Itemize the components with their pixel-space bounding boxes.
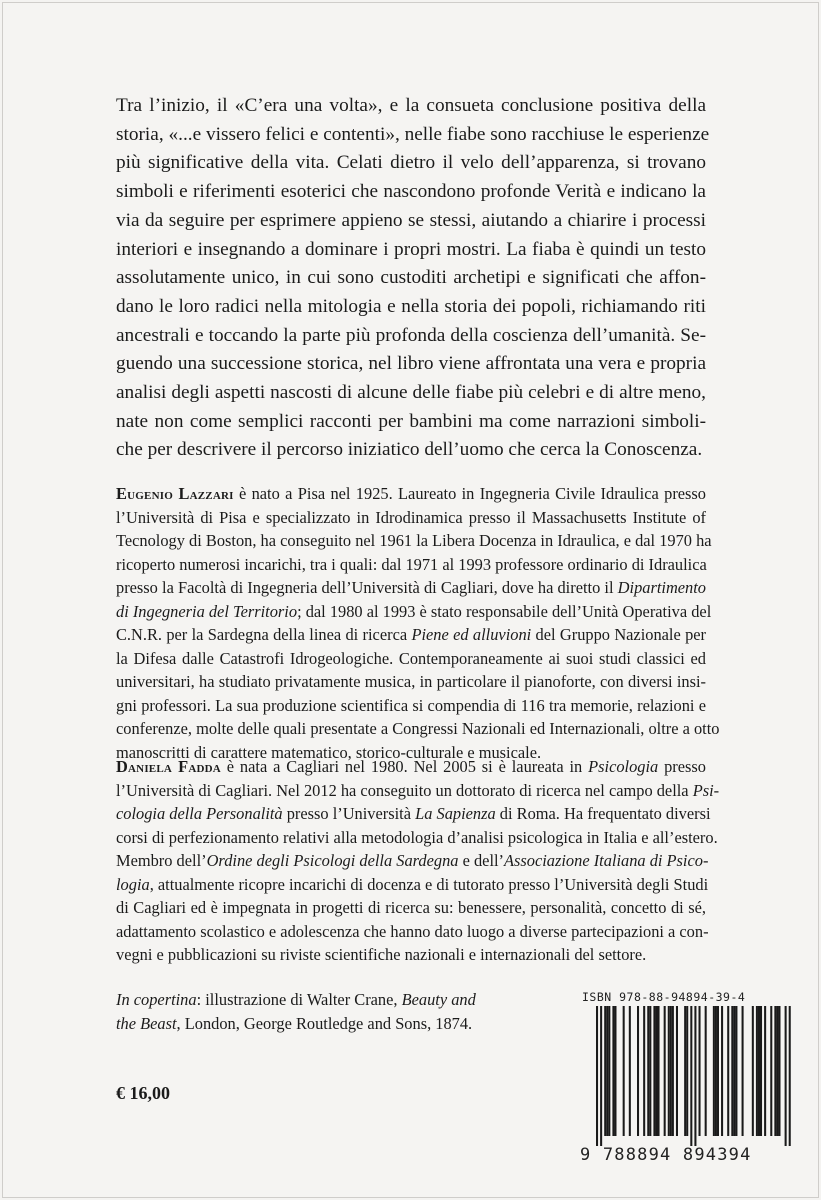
barcode-bar xyxy=(760,1006,762,1136)
barcode-bar xyxy=(649,1006,651,1136)
barcode-bar xyxy=(668,1006,670,1136)
barcode-bar xyxy=(727,1006,729,1136)
barcode-bar xyxy=(758,1006,760,1136)
barcode-bar xyxy=(778,1006,780,1136)
barcode-bar xyxy=(735,1006,737,1136)
barcode-bar xyxy=(733,1006,735,1136)
barcode-bar xyxy=(717,1006,719,1136)
blurb-paragraph xyxy=(116,92,710,465)
barcode-bar xyxy=(789,1006,791,1146)
barcode-bar xyxy=(705,1006,707,1136)
barcode-bar xyxy=(785,1006,787,1146)
author-name: Eugenio Lazzari xyxy=(116,484,234,503)
barcode-bar xyxy=(690,1006,692,1146)
price-label: € 16,00 xyxy=(116,1083,170,1103)
barcode-bar xyxy=(670,1006,672,1136)
barcode-bar xyxy=(764,1006,766,1136)
barcode-bar xyxy=(774,1006,776,1136)
blurb-line: via da seguire per esprimere appieno se stessi, aiutando a chiarire i processi xyxy=(116,209,706,231)
barcode-bar xyxy=(676,1006,678,1136)
author-bio-lazzari: Eugenio Lazzari è nato a Pisa nel 1925. Laureato in Ingegneria Civile Idraulica presso l’Università di Pisa e specializzato in Idrodinamica presso il Massachusetts Institute of Tecnology di Boston, ha conseguito nel 1961 la Libera Docenza in Idraulica, e dal 1970 ha ricoperto numerosi incarichi, tra i quali: dal 1971 al 1993 professore ordinario di Idraulica presso la Facoltà di Ingegneria dell’Università di Cagliari, dove ha diretto il Dipartimento di Ingegneria del Territorio; dal 1980 al 1993 è stato responsabile dell’Unità Operativa del C.N.R. per la Sardegna della linea di ricerca Piene ed alluvioni del Gruppo Nazionale per la Difesa dalle Catastrofi Idrogeologiche. Contemporaneamente ai suoi studi classici ed universitari, ha studiato privatamente musica, in particolare il pianoforte, con diversi insi- gni professori. La sua produzione scientifica si compendia di 116 tra memorie, relazioni e conferenze, molte delle quali presentate a Congressi Nazionali ed Internazionali, oltre a otto manoscritti di carattere matematico, storico-culturale e musicale. xyxy=(116,484,720,762)
blurb-line: analisi degli aspetti nascosti di alcune delle fiabe più celebri e di altre meno, xyxy=(116,382,706,404)
isbn-label: ISBN 978-88-94894-39-4 xyxy=(582,990,746,1004)
barcode-bar xyxy=(629,1006,631,1136)
barcode-bar xyxy=(608,1006,610,1136)
barcode-bar xyxy=(742,1006,744,1136)
blurb-line: storia, «...e vissero felici e contenti», nelle fiabe sono racchiuse le esperienze xyxy=(116,123,710,145)
barcode-bar xyxy=(653,1006,655,1136)
barcode-bar xyxy=(596,1006,598,1146)
barcode-bar xyxy=(637,1006,639,1136)
blurb-line: più significative della vita. Celati dietro il velo dell’apparenza, si trovano xyxy=(116,152,706,174)
barcode-bar xyxy=(776,1006,778,1136)
isbn-barcode xyxy=(580,990,808,1168)
barcode-bar xyxy=(686,1006,688,1136)
barcode-bar xyxy=(699,1006,701,1136)
blurb-line: dano le loro radici nella mitologia e nella storia dei popoli, richiamando riti xyxy=(116,295,706,317)
blurb-line: interiori e insegnando a dominare i propri mostri. La fiaba è quindi un testo xyxy=(116,238,706,260)
barcode-bar xyxy=(612,1006,614,1136)
blurb-line: simboli e riferimenti esoterici che nascondono profonde Verità e indicano la xyxy=(116,181,706,203)
barcode-bar xyxy=(664,1006,666,1136)
barcode-bar xyxy=(647,1006,649,1136)
cover-credit: In copertina: illustrazione di Walter Crane, Beauty and the Beast, London, George Routledge and Sons, 1874. xyxy=(116,990,476,1033)
barcode-bar xyxy=(643,1006,645,1136)
barcode-bar xyxy=(713,1006,715,1136)
barcode-bar xyxy=(770,1006,772,1136)
blurb-line: ancestrali e toccando la parte più profonda della coscienza dell’umanità. Se- xyxy=(116,324,706,346)
author-name: Daniela Fadda xyxy=(116,757,221,776)
barcode-bar xyxy=(658,1006,660,1136)
barcode-bar xyxy=(604,1006,606,1136)
author-bio-fadda: Daniela Fadda è nata a Cagliari nel 1980. Nel 2005 si è laureata in Psicologia presso l’Università di Cagliari. Nel 2012 ha conseguito un dottorato di ricerca nel campo della Psi- cologia della Personalità presso l’Università La Sapienza di Roma. Ha frequentato diversi corsi di perfezionamento relativi alla metodologia d’analisi psicologica in Italia e all’estero. Membro dell’Ordine degli Psicologi della Sardegna e dell’Associazione Italiana di Psico- logia, attualmente ricopre incarichi di docenza e di tutorato presso l’Università degli Studi di Cagliari ed è impegnata in progetti di ricerca su: benessere, personalità, concetto di sé, adattamento scolastico e adolescenza che hanno dato luogo a diverse partecipazioni a con- vegni e pubblicazioni su riviste scientifiche nazionali e internazionali del settore. xyxy=(116,757,720,964)
barcode-bar xyxy=(721,1006,723,1136)
blurb-line: che per descrivere il percorso iniziatico dell’uomo che cerca la Conoscenza. xyxy=(116,439,703,461)
blurb-line: guendo una successione storica, nel libro viene affrontata una vera e propria xyxy=(116,353,706,375)
barcode-bar xyxy=(600,1006,602,1146)
barcode-bar xyxy=(684,1006,686,1136)
barcode-bar xyxy=(731,1006,733,1136)
barcode-icon xyxy=(580,1006,808,1146)
blurb-line: nate non come semplici racconti per bambini ma come narrazioni simboli- xyxy=(116,410,706,432)
blurb-line: Tra l’inizio, il «C’era una volta», e la consueta conclusione positiva della xyxy=(116,95,706,116)
barcode-bar xyxy=(606,1006,608,1136)
barcode-bar xyxy=(672,1006,674,1136)
barcode-bar xyxy=(694,1006,696,1146)
barcode-bar xyxy=(715,1006,717,1136)
barcode-bar xyxy=(752,1006,754,1136)
blurb-line: assolutamente unico, in cui sono custoditi archetipi e significati che affon- xyxy=(116,267,706,289)
barcode-bar xyxy=(623,1006,625,1136)
barcode-bar xyxy=(655,1006,657,1136)
barcode-digits: 9 788894 894394 xyxy=(580,1145,752,1165)
barcode-bar xyxy=(756,1006,758,1136)
barcode-bar xyxy=(614,1006,616,1136)
